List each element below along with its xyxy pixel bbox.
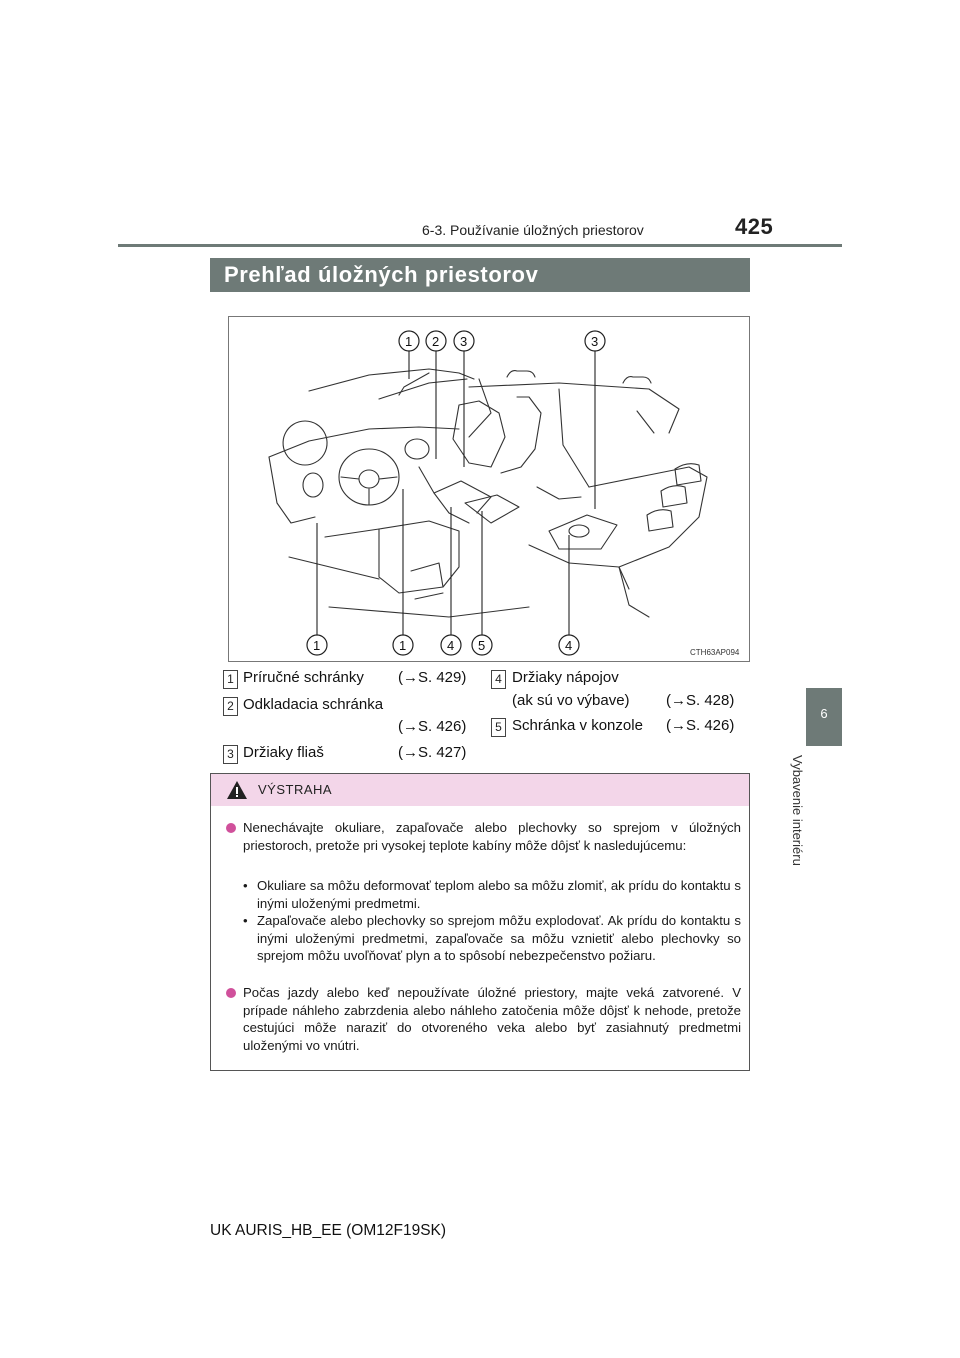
bullet-icon xyxy=(226,988,236,998)
legend-page-ref: (→S. 429) xyxy=(398,669,467,686)
legend-number: 4 xyxy=(491,670,506,689)
warning-heading: VÝSTRAHA xyxy=(258,782,333,797)
figure-callouts-bottom xyxy=(307,635,579,655)
callout-label: 2 xyxy=(432,334,440,349)
warning-subitem-2: Zapaľovače alebo plechovky so sprejom môžu explodovať. Ak prídu do kontaktu s inými uloženými predmetmi, zapaľovače sa môžu vznietiť alebo plechovky so sprejom môžu uvoľňovať plyn a to spôsobí nebezpečenstvo požiaru. xyxy=(257,913,741,963)
legend-number: 5 xyxy=(491,718,506,737)
legend-page-ref: (→S. 427) xyxy=(398,744,467,761)
warning-item-1: Nenechávajte okuliare, zapaľovače alebo plechovky so sprejom v úložných priestoroch, pretože pri vysokej teplote kabíny môže dôjsť k nasledujúcemu: xyxy=(243,820,741,853)
sub-bullet-icon: • xyxy=(243,913,248,928)
chapter-label: Vybavenie interiéru xyxy=(790,755,805,866)
legend-label: Príručné schránky xyxy=(243,669,364,686)
chapter-number: 6 xyxy=(820,706,828,721)
warning-triangle-icon xyxy=(226,780,248,800)
legend-page-ref: (→S. 426) xyxy=(666,717,735,734)
legend-number: 1 xyxy=(223,670,238,689)
legend-label: Držiaky nápojov xyxy=(512,669,619,686)
section-title: Prehľad úložných priestorov xyxy=(224,262,539,287)
warning-subitem-1: Okuliare sa môžu deformovať teplom alebo sa môžu zlomiť, ak prídu do kontaktu s inými uloženými predmetmi. xyxy=(257,878,741,911)
legend-label-note: (ak sú vo výbave) xyxy=(512,692,630,709)
callout-label: 1 xyxy=(313,638,321,653)
running-header-section: 6-3. Používanie úložných priestorov xyxy=(422,222,644,238)
warning-item-2: Počas jazdy alebo keď nepoužívate úložné priestory, majte veká zatvorené. V prípade náhleho zabrzdenia alebo náhleho zatočenia môže dôjsť k nehode, pretože cestujúci môže naraziť do otvoreného veka alebo byť zasiahnutý predmetmi uloženými vo vnútri. xyxy=(243,985,741,1053)
callout-label: 1 xyxy=(399,638,407,653)
document-footer: UK AURIS_HB_EE (OM12F19SK) xyxy=(210,1222,447,1239)
callout-label: 1 xyxy=(405,334,413,349)
callout-label: 4 xyxy=(447,638,455,653)
figure-code: CTH63AP094 xyxy=(690,648,740,657)
header-rule xyxy=(118,244,842,247)
callout-label: 5 xyxy=(478,638,486,653)
car-interior-drawing xyxy=(229,317,749,661)
figure-callouts-top xyxy=(399,331,605,351)
callout-label: 3 xyxy=(460,334,468,349)
sub-bullet-icon: • xyxy=(243,878,248,893)
page-number: 425 xyxy=(735,214,774,239)
legend-page-ref: (→S. 426) xyxy=(398,718,467,735)
legend-label: Držiaky fliaš xyxy=(243,744,324,761)
bullet-icon xyxy=(226,823,236,833)
legend-number: 3 xyxy=(223,745,238,764)
legend-label: Odkladacia schránka xyxy=(243,696,384,713)
interior-illustration xyxy=(228,316,750,662)
legend-number: 2 xyxy=(223,697,238,716)
legend-page-ref: (→S. 428) xyxy=(666,692,735,709)
callout-label: 4 xyxy=(565,638,573,653)
legend-label: Schránka v konzole xyxy=(512,717,643,734)
callout-label: 3 xyxy=(591,334,599,349)
